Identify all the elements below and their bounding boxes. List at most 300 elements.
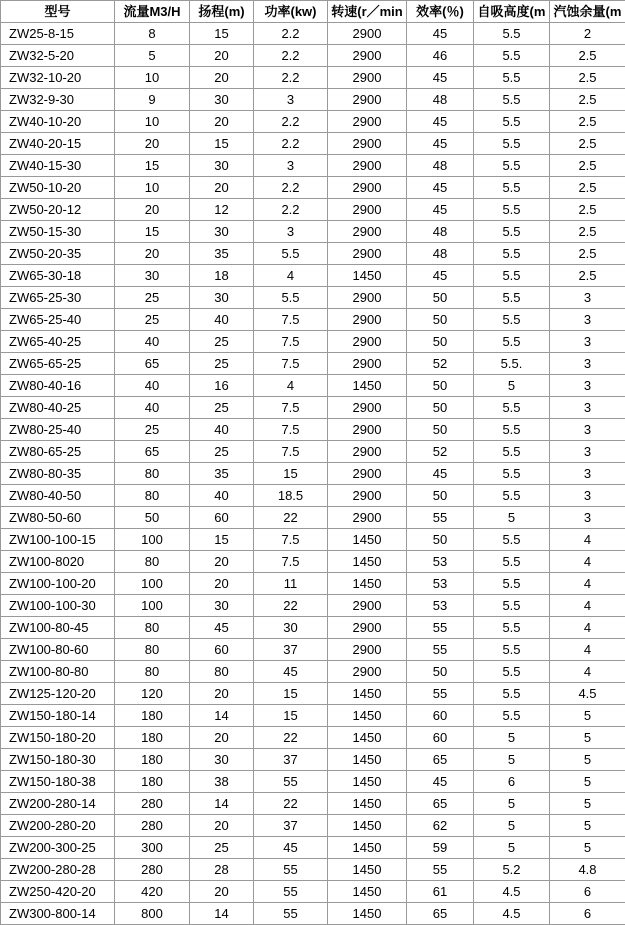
cell-value: 5.5: [254, 243, 328, 265]
cell-value: 5: [474, 727, 550, 749]
table-row: [1, 815, 625, 837]
cell-model: ZW200-280-28: [1, 859, 115, 881]
cell-value: 180: [115, 771, 190, 793]
table-row: [1, 155, 625, 177]
cell-value: 1450: [328, 705, 407, 727]
cell-value: 9: [115, 89, 190, 111]
cell-value: 4: [254, 265, 328, 287]
cell-value: 5.5: [474, 485, 550, 507]
table-row: [1, 771, 625, 793]
cell-value: 30: [190, 221, 254, 243]
cell-model: ZW100-100-20: [1, 573, 115, 595]
cell-value: 25: [115, 309, 190, 331]
cell-value: 5: [550, 771, 625, 793]
table-row: [1, 683, 625, 705]
cell-value: 1450: [328, 837, 407, 859]
cell-value: 22: [254, 507, 328, 529]
cell-value: 65: [407, 903, 474, 925]
cell-value: 3: [550, 441, 625, 463]
cell-value: 2.2: [254, 111, 328, 133]
cell-value: 20: [115, 133, 190, 155]
cell-value: 1450: [328, 727, 407, 749]
cell-value: 80: [115, 661, 190, 683]
cell-value: 65: [407, 793, 474, 815]
cell-value: 15: [115, 221, 190, 243]
cell-model: ZW32-9-30: [1, 89, 115, 111]
cell-value: 25: [190, 837, 254, 859]
cell-value: 8: [115, 23, 190, 45]
cell-value: 5.5: [474, 155, 550, 177]
table-row: [1, 177, 625, 199]
cell-value: 5.5: [474, 265, 550, 287]
cell-value: 7.5: [254, 419, 328, 441]
cell-value: 1450: [328, 573, 407, 595]
cell-value: 2.2: [254, 23, 328, 45]
cell-value: 20: [190, 683, 254, 705]
cell-value: 5.5: [474, 595, 550, 617]
cell-value: 5.5: [474, 397, 550, 419]
cell-value: 10: [115, 111, 190, 133]
column-header-efficiency: 效率(％): [407, 1, 474, 23]
table-row: [1, 111, 625, 133]
cell-value: 20: [190, 881, 254, 903]
cell-value: 3: [550, 463, 625, 485]
cell-value: 5.5: [474, 287, 550, 309]
cell-value: 2900: [328, 441, 407, 463]
cell-value: 2.5: [550, 265, 625, 287]
cell-value: 5.5: [474, 45, 550, 67]
cell-model: ZW100-80-45: [1, 617, 115, 639]
cell-value: 3: [550, 485, 625, 507]
cell-value: 5.5: [474, 573, 550, 595]
cell-value: 14: [190, 793, 254, 815]
cell-value: 45: [407, 463, 474, 485]
cell-value: 280: [115, 815, 190, 837]
cell-value: 180: [115, 705, 190, 727]
table-row: [1, 441, 625, 463]
cell-value: 80: [115, 551, 190, 573]
cell-value: 2.5: [550, 67, 625, 89]
table-row: [1, 749, 625, 771]
cell-value: 2.5: [550, 177, 625, 199]
cell-model: ZW40-15-30: [1, 155, 115, 177]
cell-value: 55: [407, 859, 474, 881]
cell-value: 62: [407, 815, 474, 837]
cell-model: ZW200-280-20: [1, 815, 115, 837]
cell-value: 2.2: [254, 45, 328, 67]
cell-model: ZW100-80-80: [1, 661, 115, 683]
cell-value: 3: [254, 155, 328, 177]
cell-model: ZW50-10-20: [1, 177, 115, 199]
cell-value: 55: [254, 903, 328, 925]
cell-model: ZW40-20-15: [1, 133, 115, 155]
cell-value: 3: [550, 309, 625, 331]
cell-value: 4: [550, 639, 625, 661]
cell-value: 15: [190, 529, 254, 551]
cell-value: 5.5: [474, 89, 550, 111]
cell-value: 65: [115, 353, 190, 375]
cell-value: 5: [550, 705, 625, 727]
cell-value: 2.5: [550, 243, 625, 265]
cell-value: 22: [254, 793, 328, 815]
cell-value: 3: [550, 331, 625, 353]
cell-value: 4.8: [550, 859, 625, 881]
cell-value: 1450: [328, 793, 407, 815]
table-row: [1, 133, 625, 155]
column-header-npsh: 汽蚀余量(m: [550, 1, 625, 23]
cell-value: 35: [190, 463, 254, 485]
cell-value: 4: [550, 573, 625, 595]
column-header-power: 功率(kw): [254, 1, 328, 23]
cell-value: 5: [474, 815, 550, 837]
cell-value: 50: [407, 397, 474, 419]
cell-value: 1450: [328, 683, 407, 705]
cell-value: 2900: [328, 485, 407, 507]
cell-value: 420: [115, 881, 190, 903]
cell-model: ZW65-25-40: [1, 309, 115, 331]
cell-model: ZW50-20-12: [1, 199, 115, 221]
cell-value: 3: [254, 89, 328, 111]
cell-value: 280: [115, 859, 190, 881]
table-row: [1, 463, 625, 485]
cell-model: ZW80-65-25: [1, 441, 115, 463]
cell-value: 4: [550, 529, 625, 551]
cell-value: 80: [115, 463, 190, 485]
cell-value: 53: [407, 573, 474, 595]
cell-value: 55: [407, 639, 474, 661]
cell-model: ZW80-40-16: [1, 375, 115, 397]
cell-value: 40: [190, 485, 254, 507]
cell-value: 45: [407, 133, 474, 155]
cell-value: 30: [254, 617, 328, 639]
cell-value: 4: [550, 617, 625, 639]
cell-value: 100: [115, 529, 190, 551]
cell-model: ZW80-50-60: [1, 507, 115, 529]
cell-value: 5: [474, 837, 550, 859]
cell-value: 20: [190, 551, 254, 573]
cell-value: 6: [550, 881, 625, 903]
cell-value: 52: [407, 441, 474, 463]
cell-value: 2900: [328, 463, 407, 485]
cell-value: 2900: [328, 45, 407, 67]
cell-value: 20: [190, 727, 254, 749]
cell-value: 5.5: [474, 67, 550, 89]
cell-model: ZW80-40-50: [1, 485, 115, 507]
table-row: [1, 595, 625, 617]
cell-model: ZW100-100-15: [1, 529, 115, 551]
cell-value: 5.5: [474, 23, 550, 45]
cell-value: 10: [115, 177, 190, 199]
cell-value: 2900: [328, 155, 407, 177]
cell-value: 15: [254, 463, 328, 485]
cell-value: 50: [407, 529, 474, 551]
cell-value: 5: [474, 793, 550, 815]
cell-value: 5: [474, 749, 550, 771]
table-row: [1, 507, 625, 529]
cell-value: 40: [190, 309, 254, 331]
cell-value: 50: [115, 507, 190, 529]
cell-value: 38: [190, 771, 254, 793]
cell-value: 65: [407, 749, 474, 771]
table-row: [1, 353, 625, 375]
cell-value: 2: [550, 23, 625, 45]
table-row: [1, 661, 625, 683]
cell-value: 4: [550, 595, 625, 617]
cell-value: 5.5: [474, 111, 550, 133]
cell-value: 2900: [328, 397, 407, 419]
cell-value: 3: [550, 397, 625, 419]
cell-value: 45: [254, 661, 328, 683]
cell-value: 800: [115, 903, 190, 925]
cell-model: ZW150-180-38: [1, 771, 115, 793]
cell-value: 80: [115, 485, 190, 507]
cell-model: ZW25-8-15: [1, 23, 115, 45]
cell-value: 48: [407, 155, 474, 177]
table-row: [1, 265, 625, 287]
cell-value: 2900: [328, 331, 407, 353]
cell-value: 1450: [328, 749, 407, 771]
table-row: [1, 45, 625, 67]
cell-model: ZW100-100-30: [1, 595, 115, 617]
cell-value: 55: [407, 683, 474, 705]
cell-value: 5.5: [474, 177, 550, 199]
cell-value: 14: [190, 903, 254, 925]
cell-value: 1450: [328, 771, 407, 793]
column-header-speed: 转速(r／min: [328, 1, 407, 23]
cell-value: 25: [115, 287, 190, 309]
cell-value: 40: [115, 331, 190, 353]
table-row: [1, 485, 625, 507]
cell-value: 2.5: [550, 155, 625, 177]
table-row: [1, 903, 625, 925]
cell-value: 11: [254, 573, 328, 595]
cell-model: ZW200-280-14: [1, 793, 115, 815]
cell-value: 2900: [328, 177, 407, 199]
cell-value: 2.5: [550, 111, 625, 133]
cell-value: 25: [115, 419, 190, 441]
cell-value: 45: [407, 265, 474, 287]
table-row: [1, 199, 625, 221]
cell-value: 5.5: [474, 463, 550, 485]
cell-value: 1450: [328, 881, 407, 903]
cell-model: ZW50-20-35: [1, 243, 115, 265]
table-row: [1, 287, 625, 309]
table-row: [1, 23, 625, 45]
cell-value: 5: [115, 45, 190, 67]
cell-model: ZW200-300-25: [1, 837, 115, 859]
cell-value: 50: [407, 661, 474, 683]
cell-value: 18.5: [254, 485, 328, 507]
cell-value: 25: [190, 331, 254, 353]
cell-value: 2900: [328, 243, 407, 265]
table-row: [1, 881, 625, 903]
cell-value: 15: [190, 23, 254, 45]
table-row: [1, 309, 625, 331]
table-row: [1, 859, 625, 881]
table-row: [1, 617, 625, 639]
cell-value: 15: [254, 683, 328, 705]
cell-value: 5.5: [474, 133, 550, 155]
cell-value: 50: [407, 375, 474, 397]
cell-value: 5.5: [474, 705, 550, 727]
cell-value: 280: [115, 793, 190, 815]
cell-value: 50: [407, 331, 474, 353]
table-row: [1, 793, 625, 815]
cell-value: 15: [190, 133, 254, 155]
cell-value: 45: [407, 67, 474, 89]
cell-value: 5.5: [474, 441, 550, 463]
cell-value: 48: [407, 243, 474, 265]
cell-model: ZW80-25-40: [1, 419, 115, 441]
table-row: [1, 573, 625, 595]
cell-value: 5.5: [474, 661, 550, 683]
cell-value: 2900: [328, 89, 407, 111]
cell-value: 14: [190, 705, 254, 727]
cell-value: 5.5.: [474, 353, 550, 375]
cell-value: 5.5: [474, 221, 550, 243]
cell-value: 2900: [328, 111, 407, 133]
cell-model: ZW32-10-20: [1, 67, 115, 89]
cell-value: 48: [407, 221, 474, 243]
cell-model: ZW40-10-20: [1, 111, 115, 133]
cell-value: 50: [407, 485, 474, 507]
cell-value: 30: [190, 89, 254, 111]
cell-value: 2900: [328, 133, 407, 155]
cell-value: 40: [190, 419, 254, 441]
table-row: [1, 397, 625, 419]
cell-value: 2.5: [550, 221, 625, 243]
cell-model: ZW150-180-20: [1, 727, 115, 749]
cell-value: 30: [190, 749, 254, 771]
cell-value: 100: [115, 595, 190, 617]
cell-value: 30: [190, 155, 254, 177]
cell-value: 5.5: [474, 243, 550, 265]
cell-model: ZW300-800-14: [1, 903, 115, 925]
cell-value: 5.5: [474, 199, 550, 221]
cell-value: 5: [550, 837, 625, 859]
cell-value: 2.2: [254, 177, 328, 199]
cell-value: 3: [550, 287, 625, 309]
cell-value: 5.5: [474, 331, 550, 353]
cell-value: 80: [115, 617, 190, 639]
cell-value: 5.5: [474, 617, 550, 639]
cell-value: 30: [115, 265, 190, 287]
table-row: [1, 221, 625, 243]
cell-value: 7.5: [254, 397, 328, 419]
cell-value: 2900: [328, 419, 407, 441]
cell-value: 25: [190, 397, 254, 419]
cell-value: 5: [550, 815, 625, 837]
cell-model: ZW100-8020: [1, 551, 115, 573]
cell-value: 2900: [328, 287, 407, 309]
cell-value: 80: [115, 639, 190, 661]
cell-value: 2.2: [254, 133, 328, 155]
table-row: [1, 67, 625, 89]
cell-value: 40: [115, 397, 190, 419]
cell-value: 22: [254, 595, 328, 617]
cell-value: 2900: [328, 617, 407, 639]
table-row: [1, 331, 625, 353]
cell-value: 2900: [328, 23, 407, 45]
cell-value: 22: [254, 727, 328, 749]
cell-value: 4.5: [474, 903, 550, 925]
cell-value: 46: [407, 45, 474, 67]
cell-value: 25: [190, 441, 254, 463]
cell-value: 37: [254, 815, 328, 837]
cell-value: 53: [407, 551, 474, 573]
cell-value: 35: [190, 243, 254, 265]
cell-value: 5.5: [474, 309, 550, 331]
table-row: [1, 727, 625, 749]
cell-value: 7.5: [254, 551, 328, 573]
cell-value: 2900: [328, 309, 407, 331]
cell-value: 40: [115, 375, 190, 397]
cell-value: 4: [550, 551, 625, 573]
cell-value: 12: [190, 199, 254, 221]
cell-value: 60: [407, 727, 474, 749]
cell-model: ZW150-180-30: [1, 749, 115, 771]
cell-value: 65: [115, 441, 190, 463]
cell-model: ZW150-180-14: [1, 705, 115, 727]
cell-value: 60: [407, 705, 474, 727]
cell-value: 5.5: [254, 287, 328, 309]
cell-value: 16: [190, 375, 254, 397]
cell-value: 2900: [328, 595, 407, 617]
table-body: [1, 23, 625, 925]
cell-model: ZW125-120-20: [1, 683, 115, 705]
cell-value: 1450: [328, 551, 407, 573]
cell-value: 18: [190, 265, 254, 287]
cell-value: 5.5: [474, 683, 550, 705]
cell-value: 28: [190, 859, 254, 881]
cell-value: 100: [115, 573, 190, 595]
cell-value: 4: [254, 375, 328, 397]
cell-model: ZW100-80-60: [1, 639, 115, 661]
cell-value: 5.2: [474, 859, 550, 881]
cell-value: 20: [190, 45, 254, 67]
cell-value: 20: [190, 573, 254, 595]
cell-value: 5.5: [474, 529, 550, 551]
column-header-head: 扬程(m): [190, 1, 254, 23]
cell-model: ZW65-40-25: [1, 331, 115, 353]
cell-value: 6: [474, 771, 550, 793]
cell-value: 50: [407, 419, 474, 441]
cell-value: 3: [550, 375, 625, 397]
cell-model: ZW80-40-25: [1, 397, 115, 419]
cell-value: 20: [190, 111, 254, 133]
cell-value: 3: [550, 507, 625, 529]
table-row: [1, 419, 625, 441]
cell-value: 50: [407, 309, 474, 331]
cell-value: 37: [254, 639, 328, 661]
cell-model: ZW65-30-18: [1, 265, 115, 287]
cell-value: 180: [115, 727, 190, 749]
cell-value: 48: [407, 89, 474, 111]
cell-value: 2.5: [550, 133, 625, 155]
table-row: [1, 375, 625, 397]
column-header-flow: 流量M3/H: [115, 1, 190, 23]
cell-value: 30: [190, 595, 254, 617]
cell-value: 300: [115, 837, 190, 859]
cell-value: 20: [190, 815, 254, 837]
cell-value: 2900: [328, 221, 407, 243]
cell-value: 3: [254, 221, 328, 243]
cell-value: 60: [190, 639, 254, 661]
cell-value: 1450: [328, 859, 407, 881]
cell-value: 5: [474, 375, 550, 397]
cell-value: 1450: [328, 375, 407, 397]
cell-value: 4.5: [550, 683, 625, 705]
